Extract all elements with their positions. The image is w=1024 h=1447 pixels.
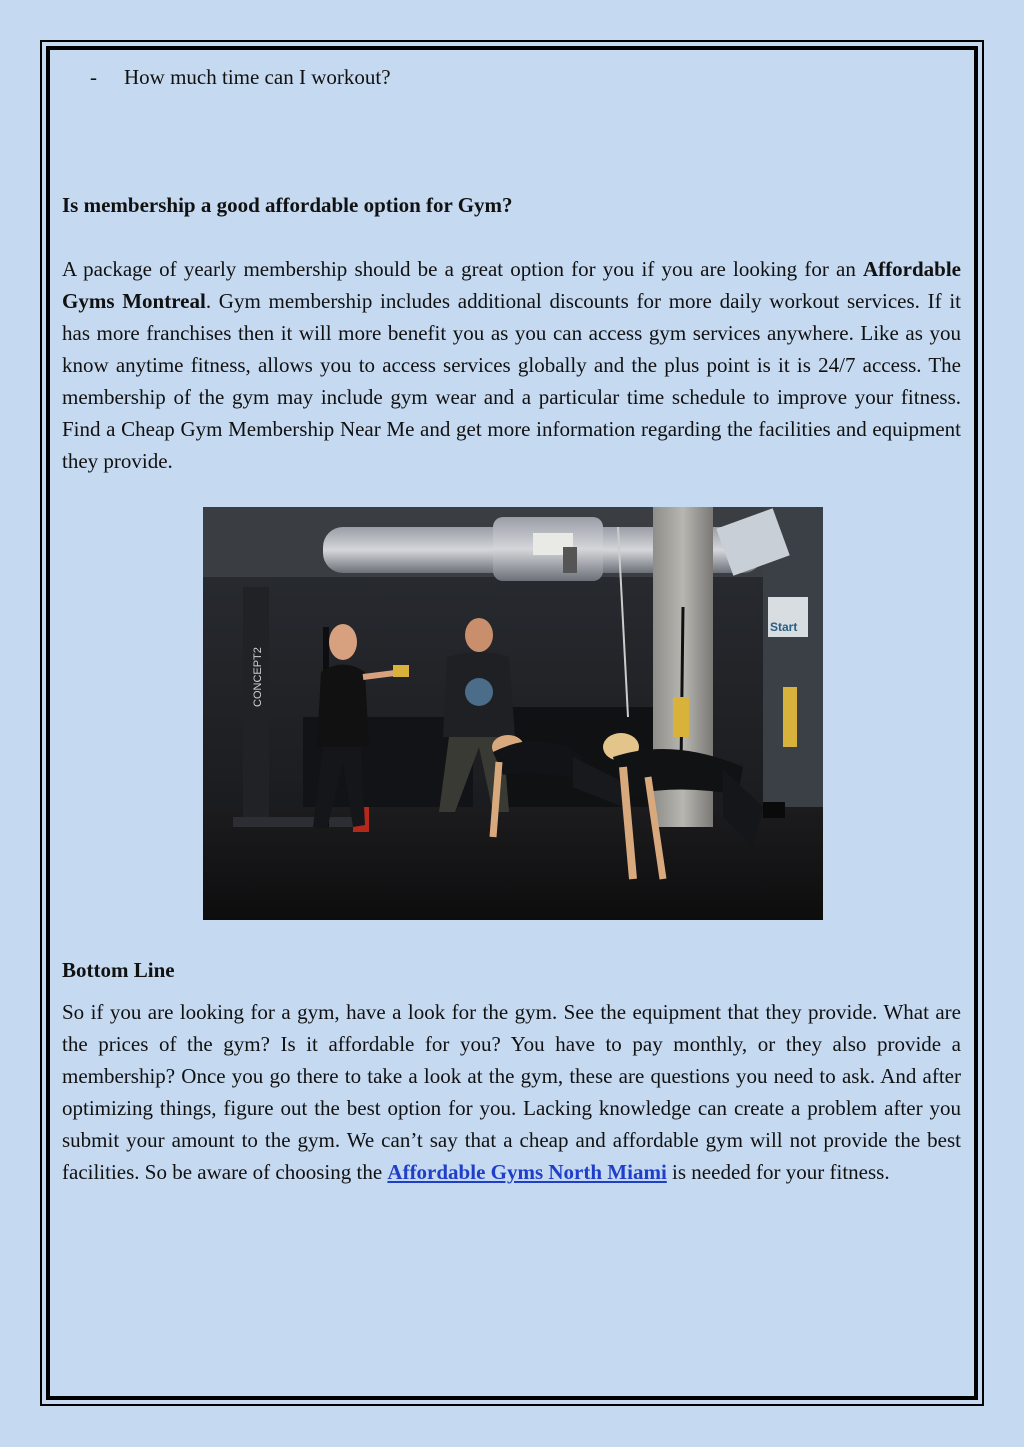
equipment-label: CONCEPT2	[252, 647, 264, 707]
list-bullet: -	[90, 65, 97, 89]
gym-photo	[203, 507, 823, 920]
paragraph-bottom-line	[62, 996, 961, 1188]
paragraph-text: A package of yearly membership should be a great option for you if you are looking for an	[62, 257, 863, 281]
paragraph-text: . Gym membership includes additional discounts for more daily workout services. If it has more franchises then it will more benefit you as you can access gym services anywhere. Like as you know anytime fitness, allows you to access services globally and the plus point is it is 24/7 access. The membership of the gym may include gym wear and a particular time schedule to improve your fitness. Find a Cheap Gym Membership Near Me and get more information regarding the facilities and equipment they provide.	[62, 289, 961, 473]
bold-keyword: Affordable Gyms Montreal	[62, 257, 961, 313]
section-heading-bottom-line: Bottom Line	[62, 958, 175, 982]
list-item-text: How much time can I workout?	[124, 65, 391, 89]
gym-logo-text: Start	[770, 620, 798, 634]
section-heading-membership: Is membership a good affordable option for Gym?	[62, 193, 513, 217]
gym-photo-illustration	[203, 507, 823, 920]
paragraph-text: is needed for your fitness.	[666, 1160, 890, 1184]
affordable-gyms-north-miami-link[interactable]: Affordable Gyms North Miami	[387, 1160, 667, 1184]
paragraph-text: So if you are looking for a gym, have a look for the gym. See the equipment that they provide. What are the prices of the gym? Is it affordable for you? You have to pay monthly, or they also provide a membership? Once you go there to take a look at the gym, these are questions you need to ask. And after optimizing things, figure out the best option for you. Lacking knowledge can create a problem after you submit your amount to the gym. We can’t say that a cheap and affordable gym will not provide the best facilities. So be aware of choosing the	[62, 1000, 961, 1184]
paragraph-membership	[62, 253, 961, 477]
list-item	[90, 62, 391, 92]
